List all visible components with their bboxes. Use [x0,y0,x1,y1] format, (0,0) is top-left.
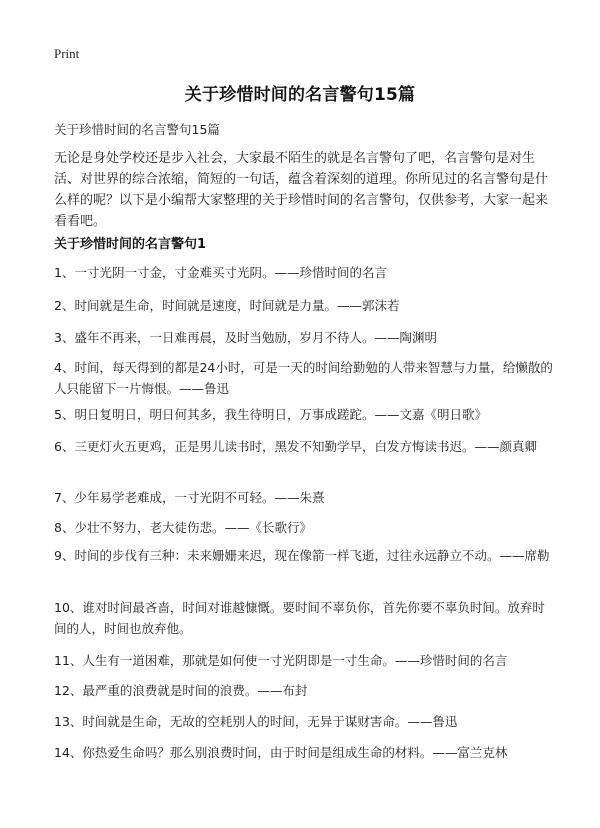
quote-item: 8、少壮不努力，老大徒伤悲。——《长歌行》 [54,520,312,535]
quote-item: 5、明日复明日，明日何其多，我生待明日，万事成蹉跎。——文嘉《明日歌》 [54,407,487,422]
quote-item: 7、少年易学老难成，一寸光阴不可轻。——朱熹 [54,490,325,505]
print-link[interactable]: Print [54,46,80,61]
intro-paragraph: 无论是身处学校还是步入社会，大家最不陌生的就是名言警句了吧，名言警句是对生活、对世界的综合浓缩，简短的一句话，蕴含着深刻的道理。你所见过的名言警句是什么样的呢？以下是小编帮大家整理的关于珍惜时间的名言警句，仅供参考，大家一起来看看吧。 [54,151,549,229]
quote-item: 6、三更灯火五更鸡，正是男儿读书时，黑发不知勤学早，白发方悔读书迟。——颜真卿 [54,439,537,454]
quote-item: 12、最严重的浪费就是时间的浪费。——布封 [54,683,308,698]
quote-item: 4、时间，每天得到的都是24小时，可是一天的时间给勤勉的人带来智慧与力量，给懒散的人只能留下一片悔恨。——鲁迅 [54,360,553,396]
quote-item: 9、时间的步伐有三种：未来姗姗来迟，现在像箭一样飞逝，过往永远静立不动。——席勒 [54,548,550,563]
quote-item: 13、时间就是生命，无故的空耗别人的时间，无异于谋财害命。——鲁迅 [54,714,458,729]
document-subtitle: 关于珍惜时间的名言警句15篇 [54,122,220,137]
quote-item: 14、你热爱生命吗？那么别浪费时间，由于时间是组成生命的材料。——富兰克林 [54,745,508,760]
document-title: 关于珍惜时间的名言警句15篇 [184,85,416,105]
quote-item: 10、谁对时间最吝啬，时间对谁越慷慨。要时间不辜负你，首先你要不辜负时间。放弃时间的人，时间也放弃他。 [54,600,545,636]
quote-item: 1、一寸光阴一寸金，寸金难买寸光阴。——珍惜时间的名言 [54,265,387,280]
section-heading: 关于珍惜时间的名言警句1 [54,237,207,252]
quote-item: 2、时间就是生命，时间就是速度，时间就是力量。——郭沫若 [54,298,400,313]
quote-item: 3、盛年不再来，一日难再晨，及时当勉励，岁月不待人。——陶渊明 [54,330,437,345]
quote-item: 11、人生有一道困难，那就是如何使一寸光阴即是一寸生命。——珍惜时间的名言 [54,653,508,668]
